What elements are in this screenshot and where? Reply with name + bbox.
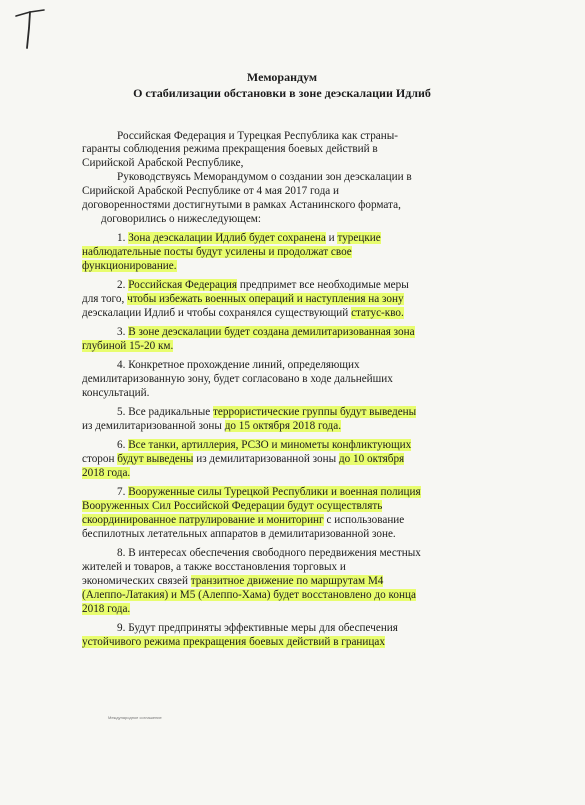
text-run: жителей и товаров, а также восстановления торговых и <box>82 561 346 573</box>
highlighted-text: Все танки, артиллерия, РСЗО и минометы конфликтующих <box>128 439 412 451</box>
text-line <box>82 157 243 170</box>
text-run: Руководствуясь Меморандумом о создании зон деэскалации в <box>117 171 412 183</box>
text-line <box>82 143 378 156</box>
highlighted-text: будут выведены <box>117 453 194 465</box>
text-run: 7. <box>117 486 129 498</box>
text-line <box>82 528 396 541</box>
highlighted-text: террористические группы будут выведены <box>213 406 417 418</box>
text-run: 5. Все радикальные <box>117 406 214 418</box>
highlighted-text: (Алеппо-Латакия) и М5 (Алеппо-Хама) будет восстановлено до конца <box>82 589 416 601</box>
text-line <box>82 500 382 513</box>
highlighted-text: скоординированное патрулирование и мониторинг <box>82 514 324 526</box>
text-line <box>82 467 130 480</box>
highlighted-text: статус-кво. <box>351 307 404 319</box>
text-line <box>82 246 352 259</box>
text-line <box>82 373 393 386</box>
highlighted-text: чтобы избежать военных операций и наступления на зону <box>127 293 404 305</box>
text-run: Сирийской Арабской Республике от 4 мая 2017 года и <box>82 185 340 197</box>
highlighted-text: глубиной 15-20 км. <box>82 340 174 352</box>
text-run: экономических связей <box>82 575 191 587</box>
highlighted-text: турецкие <box>337 232 381 244</box>
text-line <box>82 575 383 588</box>
text-run: 4. Конкретное прохождение линий, определяющих <box>117 359 360 371</box>
text-line <box>82 636 385 649</box>
text-line <box>82 185 339 198</box>
highlighted-text: транзитное движение по маршрутам М4 <box>190 575 384 587</box>
highlighted-text: Вооруженные силы Турецкой Республики и военная полиция <box>128 486 421 498</box>
text-line <box>101 213 261 226</box>
footer-note: Международное соглашение <box>108 715 162 720</box>
text-run: консультаций. <box>82 387 150 399</box>
highlighted-text: В зоне деэскалации будет создана демилитаризованная зона <box>128 326 415 338</box>
text-run: для того, <box>82 293 128 305</box>
text-line <box>82 603 130 616</box>
text-run: 2. <box>117 279 129 291</box>
text-line <box>82 260 177 273</box>
highlighted-text: Вооруженных Сил Российской Федерации будут осуществлять <box>82 500 383 512</box>
text-line <box>117 130 398 143</box>
highlighted-text: Российская Федерация <box>128 279 238 291</box>
text-line <box>117 439 411 452</box>
highlighted-text: устойчивого режима прекращения боевых действий в границах <box>82 636 385 648</box>
text-line <box>82 387 149 400</box>
text-run: и <box>325 232 338 244</box>
text-run: Сирийской Арабской Республике, <box>82 157 244 169</box>
text-line <box>117 486 421 499</box>
highlighted-text: 2018 года. <box>82 603 131 615</box>
text-line <box>117 232 381 245</box>
text-line <box>82 589 416 602</box>
text-run: из демилитаризованной зоны <box>82 420 225 432</box>
text-run: 6. <box>117 439 129 451</box>
handwritten-page-number <box>10 6 50 51</box>
text-line <box>82 293 404 306</box>
text-line <box>82 420 341 433</box>
text-line <box>117 622 398 635</box>
text-run: договоренностями достигнутыми в рамках Астанинского формата, <box>82 199 401 211</box>
text-run: 1. <box>117 232 129 244</box>
text-line <box>82 307 404 320</box>
text-run: Российская Федерация и Турецкая Республика как страны- <box>117 130 398 142</box>
text-run: 8. В интересах обеспечения свободного передвижения местных <box>117 547 421 559</box>
text-run: беспилотных летательных аппаратов в демилитаризованной зоне. <box>82 528 396 540</box>
text-run: из демилитаризованной зоны <box>193 453 339 465</box>
document-title: Меморандум <box>246 70 318 84</box>
highlighted-text: до 15 октября 2018 года. <box>224 420 341 432</box>
text-run: гаранты соблюдения режима прекращения боевых действий в <box>82 143 378 155</box>
text-run: деэскалации Идлиб и чтобы сохранялся существующий <box>82 307 352 319</box>
text-line <box>82 199 401 212</box>
text-line <box>117 326 415 339</box>
text-line <box>82 514 404 527</box>
text-run: 3. <box>117 326 129 338</box>
text-run: договорились о нижеследующем: <box>101 213 261 225</box>
text-run: предпримет все необходимые меры <box>237 279 409 291</box>
text-run: с использование <box>323 514 405 526</box>
text-run: демилитаризованную зону, будет согласовано в ходе дальнейших <box>82 373 393 385</box>
text-line <box>117 547 421 560</box>
highlighted-text: функционирование. <box>82 260 177 272</box>
highlighted-text: 2018 года. <box>82 467 131 479</box>
text-line <box>82 453 404 466</box>
text-line <box>82 340 173 353</box>
text-line <box>117 406 416 419</box>
text-run: 9. Будут предприняты эффективные меры для обеспечения <box>117 622 398 634</box>
highlighted-text: Зона деэскалации Идлиб будет сохранена <box>128 232 326 244</box>
document-subtitle: О стабилизации обстановки в зоне деэскалации Идлиб <box>133 86 431 100</box>
text-line <box>117 279 409 292</box>
text-line <box>117 359 360 372</box>
text-run: сторон <box>82 453 118 465</box>
text-line <box>117 171 412 184</box>
highlighted-text: до 10 октября <box>338 453 405 465</box>
text-line <box>82 561 346 574</box>
highlighted-text: наблюдательные посты будут усилены и продолжат свое <box>82 246 352 258</box>
